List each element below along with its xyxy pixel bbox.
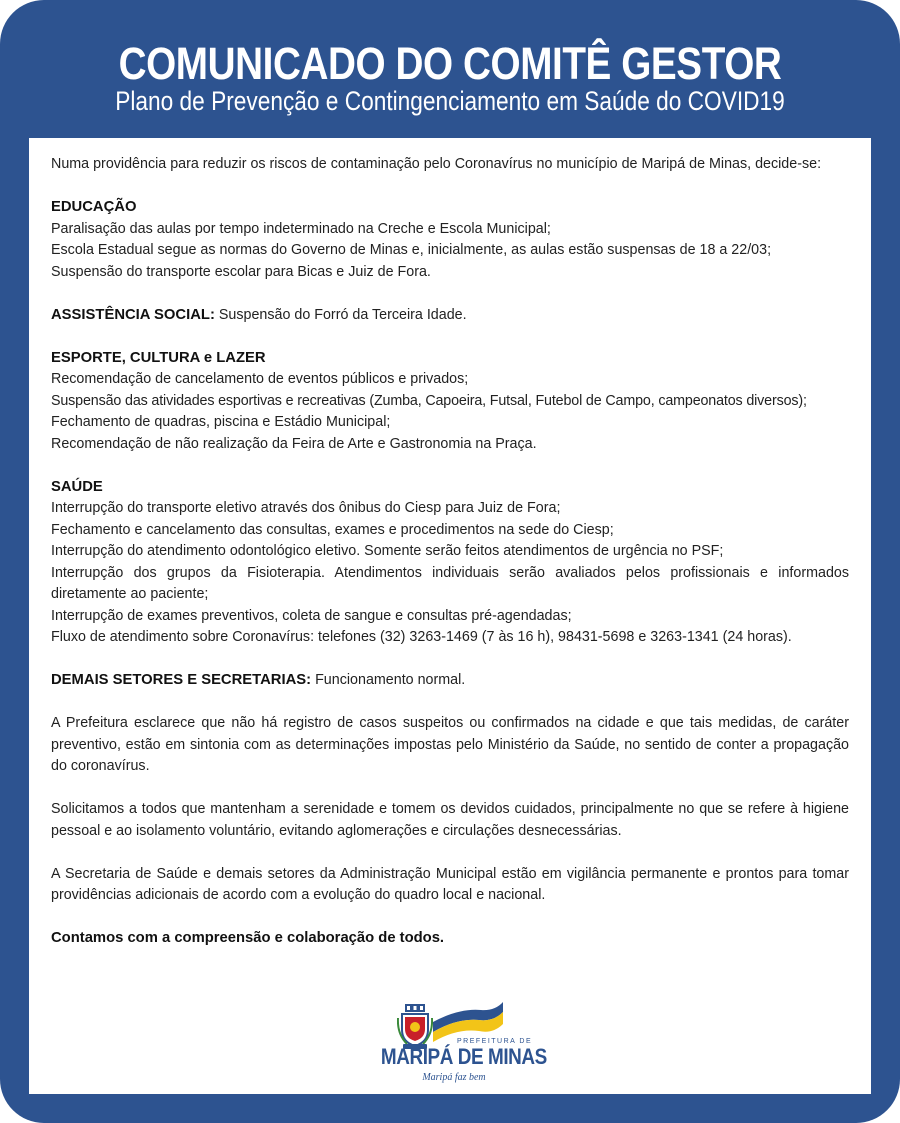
section-title-demais: DEMAIS SETORES E SECRETARIAS: [51,672,312,688]
list-item: Interrupção dos grupos da Fisioterapia. Atendimentos individuais serão avaliados pelos profissionais e informados diretamente ao paciente; [51,564,849,602]
list-item: Interrupção do transporte eletivo através dos ônibus do Ciesp para Juiz de Fora; [51,500,561,516]
section-assistencia [51,305,849,327]
section-demais [51,670,849,692]
section-title-educacao: EDUCAÇÃO [51,199,137,215]
section-title-assistencia: ASSISTÊNCIA SOCIAL: [51,306,215,323]
list-item: Interrupção do atendimento odontológico eletivo. Somente serão feitos atendimentos de urgência no PSF; [51,543,724,559]
list-item: Suspensão das atividades esportivas e recreativas (Zumba, Capoeira, Futsal, Futebol de Campo, campeonatos diversos); [51,392,807,409]
content-card [29,138,871,1094]
section-educacao [51,197,849,283]
document-body [51,154,849,950]
list-item: Escola Estadual segue as normas do Governo de Minas e, inicialmente, as aulas estão suspensas de 18 a 22/03; [51,242,772,258]
assistencia-text: Suspensão do Forró da Terceira Idade. [218,306,467,323]
list-item: Fluxo de atendimento sobre Coronavírus: telefones (32) 3263-1469 (7 às 16 h), 98431-5698 e 3263-1341 (24 horas). [51,629,792,645]
paragraph: A Prefeitura esclarece que não há registro de casos suspeitos ou confirmados na cidade e que tais medidas, de caráter preventivo, estão em sintonia com as determinações impostas pelo Ministério da Saúde, no sentido de conter a propagação do coronavírus. [51,715,849,774]
paragraph: Solicitamos a todos que mantenham a serenidade e tomem os devidos cuidados, principalmente no que se refere à higiene pessoal e ao isolamento voluntário, evitando aglomerações e circulações desnecessárias. [51,801,849,839]
list-item: Recomendação de não realização da Feira de Arte e Gastronomia na Praça. [51,435,537,452]
section-title-saude: SAÚDE [51,478,103,495]
list-item: Fechamento e cancelamento das consultas, exames e procedimentos na sede do Ciesp; [51,521,614,538]
intro-paragraph: Numa providência para reduzir os riscos de contaminação pelo Coronavírus no município de Maripá de Minas, decide-se: [51,156,822,172]
logo-slogan: Maripá faz bem [422,1072,486,1083]
section-esporte [51,348,849,456]
paragraph: A Secretaria de Saúde e demais setores da Administração Municipal estão em vigilância permanente e prontos para tomar providências adicionais de acordo com a evolução do quadro local e nacional. [51,865,849,903]
logo-prefix: PREFEITURA DE [457,1038,533,1045]
list-item: Recomendação de cancelamento de eventos públicos e privados; [51,371,469,387]
logo-name: MARIPÁ DE MINAS [380,1044,547,1069]
section-title-esporte: ESPORTE, CULTURA e LAZER [51,349,266,366]
page-title: COMUNICADO DO COMITÊ GESTOR [118,38,782,89]
flag-swoosh-icon [429,1000,505,1042]
page-subtitle: Plano de Prevenção e Contingenciamento em Saúde do COVID19 [115,86,785,116]
list-item: Suspensão do transporte escolar para Bicas e Juiz de Fora. [51,263,431,280]
list-item: Paralisação das aulas por tempo indeterminado na Creche e Escola Municipal; [51,220,551,237]
header [0,38,900,116]
list-item: Fechamento de quadras, piscina e Estádio Municipal; [51,414,391,430]
municipality-logo [369,1000,547,1090]
list-item: Interrupção de exames preventivos, coleta de sangue e consultas pré-agendadas; [51,607,572,624]
closing-statement: Contamos com a compreensão e colaboração de todos. [51,930,445,946]
section-saude [51,477,849,649]
demais-text: Funcionamento normal. [315,672,466,688]
